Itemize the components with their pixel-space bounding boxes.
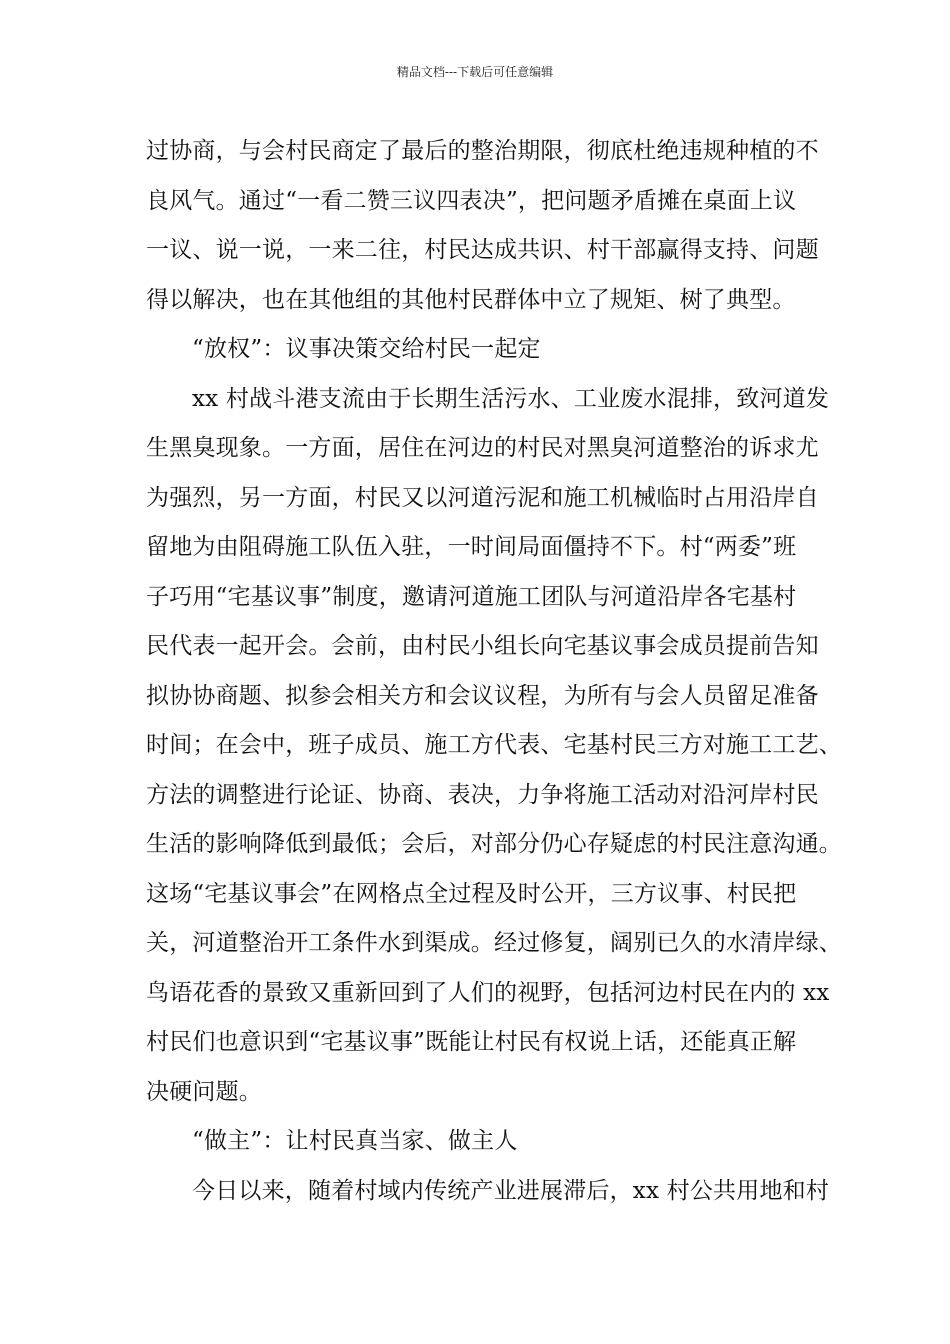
document-body bbox=[146, 127, 842, 1216]
text-line: 生黑臭现象。一方面，居住在河边的村民对黑臭河道整治的诉求尤 bbox=[146, 435, 819, 461]
text-line: 生活的影响降低到最低；会后，对部分仍心存疑虑的村民注意沟通。 bbox=[146, 831, 842, 857]
text-line: 这场“宅基议事会”在网格点全过程及时公开，三方议事、村民把 bbox=[146, 880, 797, 907]
text-line: 为强烈，另一方面，村民又以河道污泥和施工机械临时占用沿岸自 bbox=[146, 484, 819, 511]
text-line: 鸟语花香的景致又重新回到了人们的视野，包括河边村民在内的 xx bbox=[146, 979, 830, 1006]
text-line: 拟协协商题、拟参会相关方和会议议程，为所有与会人员留足准备 bbox=[146, 682, 819, 709]
text-line: 得以解决，也在其他组的其他村民群体中立了规矩、树了典型。 bbox=[146, 286, 796, 313]
text-line: 过协商，与会村民商定了最后的整治期限，彻底杜绝违规种植的不 bbox=[146, 138, 819, 164]
text-line: 决硬问题。 bbox=[146, 1078, 262, 1105]
section-heading: “放权”：议事决策交给村民一起定 bbox=[192, 336, 541, 362]
text-line: 子巧用“宅基议事”制度，邀请河道施工团队与河道沿岸各宅基村 bbox=[146, 583, 797, 610]
text-line: 留地为由阻碍施工队伍入驻，一时间局面僵持不下。村“两委”班 bbox=[146, 534, 797, 560]
page-header: 精品文档---下载后可任意编辑 bbox=[396, 65, 554, 79]
text-line: 村民们也意识到“宅基议事”既能让村民有权说上话，还能真正解 bbox=[146, 1029, 797, 1055]
text-line: 良风气。通过“一看二赞三议四表决”，把问题矛盾摊在桌面上议 bbox=[146, 187, 797, 214]
text-line: 关，河道整治开工条件水到渠成。经过修复，阔别已久的水清岸绿、 bbox=[146, 930, 842, 956]
section-heading: “做主”：让村民真当家、做主人 bbox=[192, 1128, 518, 1154]
text-line: xx 村战斗港支流由于长期生活污水、工业废水混排，致河道发 bbox=[192, 385, 830, 412]
text-line: 民代表一起开会。会前，由村民小组长向宅基议事会成员提前告知 bbox=[146, 633, 819, 659]
text-line: 一议、说一说，一来二往，村民达成共识、村干部赢得支持、问题 bbox=[146, 237, 819, 263]
text-line: 时间；在会中，班子成员、施工方代表、宅基村民三方对施工工艺、 bbox=[146, 732, 842, 758]
text-line: 方法的调整进行论证、协商、表决，力争将施工活动对沿河岸村民 bbox=[146, 781, 819, 808]
text-line: 今日以来，随着村域内传统产业进展滞后，xx 村公共用地和村 bbox=[192, 1177, 830, 1204]
